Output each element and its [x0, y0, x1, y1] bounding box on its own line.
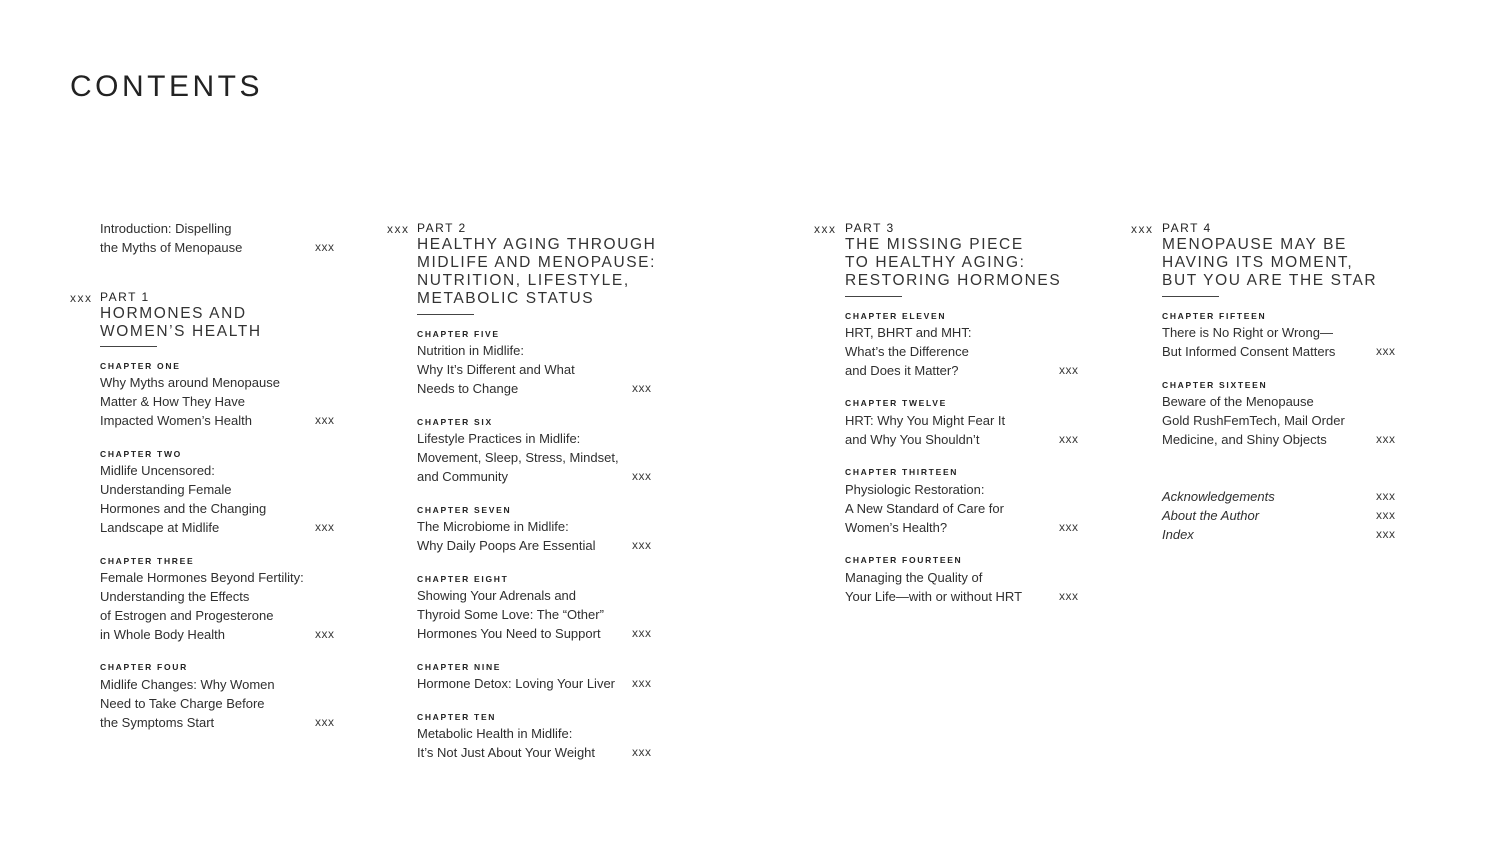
toc-entry-chapter-five[interactable]	[417, 341, 575, 398]
chapter-label: CHAPTER THIRTEEN	[845, 467, 959, 477]
page-number: xxx	[1059, 432, 1079, 446]
entry-line: Physiologic Restoration:	[845, 482, 985, 497]
toc-entry-chapter-twelve[interactable]	[845, 411, 1005, 449]
entry-line: and Why You Shouldn’t	[845, 432, 980, 447]
entry-line: Your Life—with or without HRT	[845, 589, 1023, 604]
entry-line: What’s the Difference	[845, 344, 969, 359]
page-number: xxx	[632, 538, 652, 552]
entry-line: Introduction: Dispelling	[100, 221, 232, 236]
part-title[interactable]	[100, 305, 262, 341]
toc-entry-acknowledgements[interactable]: Acknowledgements	[1162, 489, 1275, 504]
page-number: xxx	[315, 627, 335, 641]
part-title-line: HAVING ITS MOMENT,	[1162, 254, 1354, 271]
toc-entry-about-the-author[interactable]: About the Author	[1162, 508, 1260, 523]
page-number: xxx	[1059, 589, 1079, 603]
part-page-number: xxx	[814, 222, 837, 236]
toc-entry-index[interactable]: Index	[1162, 527, 1194, 542]
part-label: PART 1	[100, 290, 150, 304]
divider-rule	[417, 314, 474, 315]
chapter-label: CHAPTER FOURTEEN	[845, 555, 963, 565]
page-number: xxx	[1059, 363, 1079, 377]
entry-line: It’s Not Just About Your Weight	[417, 745, 596, 760]
part-page-number: xxx	[1131, 222, 1154, 236]
entry-line: Midlife Uncensored:	[100, 463, 215, 478]
page-number: xxx	[315, 413, 335, 427]
part-title[interactable]	[1162, 236, 1377, 290]
part-title-line: TO HEALTHY AGING:	[845, 254, 1026, 271]
part-page-number: xxx	[387, 222, 410, 236]
entry-line: Why Daily Poops Are Essential	[417, 538, 596, 553]
part-title-line: BUT YOU ARE THE STAR	[1162, 272, 1378, 289]
part-title-line: HORMONES AND	[100, 305, 247, 322]
entry-line: Showing Your Adrenals and	[417, 588, 577, 603]
chapter-label: CHAPTER NINE	[417, 662, 502, 672]
part-label: PART 4	[1162, 221, 1212, 235]
entry-line: Hormones and the Changing	[100, 501, 267, 516]
toc-entry-chapter-fourteen[interactable]	[845, 568, 1022, 606]
entry-line: Hormone Detox: Loving Your Liver	[417, 676, 616, 691]
page-number: xxx	[1376, 489, 1396, 503]
entry-line: Midlife Changes: Why Women	[100, 677, 275, 692]
page-number: xxx	[1376, 508, 1396, 522]
chapter-label: CHAPTER ONE	[100, 361, 181, 371]
entry-line: and Community	[417, 469, 509, 484]
page-number: xxx	[315, 240, 335, 254]
entry-line: HRT, BHRT and MHT:	[845, 325, 972, 340]
page-number: xxx	[632, 626, 652, 640]
entry-line: But Informed Consent Matters	[1162, 344, 1336, 359]
part-label: PART 2	[417, 221, 467, 235]
page-number: xxx	[1376, 344, 1396, 358]
page-title: CONTENTS	[70, 70, 263, 103]
part-title-line: HEALTHY AGING THROUGH	[417, 236, 657, 253]
page-number: xxx	[315, 520, 335, 534]
entry-line: HRT: Why You Might Fear It	[845, 413, 1006, 428]
toc-entry-chapter-two[interactable]	[100, 461, 266, 537]
part-title[interactable]	[845, 236, 1061, 290]
part-title-line: METABOLIC STATUS	[417, 290, 595, 307]
chapter-label: CHAPTER TWELVE	[845, 398, 948, 408]
page-number: xxx	[632, 469, 652, 483]
entry-line: Managing the Quality of	[845, 570, 983, 585]
chapter-label: CHAPTER TEN	[417, 712, 497, 722]
entry-line: the Myths of Menopause	[100, 240, 243, 255]
divider-rule	[100, 346, 157, 347]
entry-line: Understanding Female	[100, 482, 232, 497]
entry-line: Gold RushFemTech, Mail Order	[1162, 413, 1345, 428]
entry-line: Women’s Health?	[845, 520, 948, 535]
entry-line: Female Hormones Beyond Fertility:	[100, 570, 304, 585]
entry-line: Lifestyle Practices in Midlife:	[417, 431, 581, 446]
part-title[interactable]	[417, 236, 656, 308]
entry-line: Why Myths around Menopause	[100, 375, 280, 390]
entry-line: Matter & How They Have	[100, 394, 245, 409]
entry-line: Landscape at Midlife	[100, 520, 220, 535]
entry-line: Why It’s Different and What	[417, 362, 575, 377]
entry-line: in Whole Body Health	[100, 627, 226, 642]
toc-entry-chapter-four[interactable]	[100, 675, 275, 732]
toc-entry-chapter-one[interactable]	[100, 373, 280, 430]
chapter-label: CHAPTER FOUR	[100, 662, 188, 672]
toc-entry-chapter-nine[interactable]	[417, 674, 615, 693]
divider-rule	[845, 296, 902, 297]
page-number: xxx	[1376, 432, 1396, 446]
entry-line: Hormones You Need to Support	[417, 626, 601, 641]
chapter-label: CHAPTER TWO	[100, 449, 182, 459]
part-title-line: THE MISSING PIECE	[845, 236, 1024, 253]
part-page-number: xxx	[70, 291, 93, 305]
entry-line: Medicine, and Shiny Objects	[1162, 432, 1327, 447]
toc-entry-chapter-eleven[interactable]	[845, 323, 971, 380]
toc-entry-chapter-sixteen[interactable]	[1162, 392, 1345, 449]
entry-line: Movement, Sleep, Stress, Mindset,	[417, 450, 619, 465]
toc-entry-chapter-thirteen[interactable]	[845, 480, 1004, 537]
page-number: xxx	[315, 715, 335, 729]
entry-line: Understanding the Effects	[100, 589, 250, 604]
entry-line: Need to Take Charge Before	[100, 696, 265, 711]
entry-line: The Microbiome in Midlife:	[417, 519, 569, 534]
chapter-label: CHAPTER EIGHT	[417, 574, 509, 584]
entry-line: There is No Right or Wrong—	[1162, 325, 1333, 340]
toc-entry-chapter-seven[interactable]	[417, 517, 595, 555]
toc-entry-chapter-eight[interactable]	[417, 586, 604, 643]
part-label: PART 3	[845, 221, 895, 235]
entry-line: A New Standard of Care for	[845, 501, 1004, 516]
chapter-label: CHAPTER FIFTEEN	[1162, 311, 1267, 321]
entry-line: Nutrition in Midlife:	[417, 343, 524, 358]
entry-line: Impacted Women’s Health	[100, 413, 252, 428]
entry-line: Beware of the Menopause	[1162, 394, 1314, 409]
page-number: xxx	[1059, 520, 1079, 534]
chapter-label: CHAPTER FIVE	[417, 329, 500, 339]
entry-line: Metabolic Health in Midlife:	[417, 726, 573, 741]
page-number: xxx	[632, 381, 652, 395]
part-title-line: NUTRITION, LIFESTYLE,	[417, 272, 630, 289]
part-title-line: WOMEN’S HEALTH	[100, 323, 262, 340]
part-title-line: MENOPAUSE MAY BE	[1162, 236, 1347, 253]
toc-entry-chapter-fifteen[interactable]	[1162, 323, 1335, 361]
chapter-label: CHAPTER SIXTEEN	[1162, 380, 1268, 390]
toc-entry-introduction[interactable]	[100, 219, 242, 257]
toc-entry-chapter-six[interactable]	[417, 429, 619, 486]
divider-rule	[1162, 296, 1219, 297]
page-number: xxx	[632, 745, 652, 759]
entry-line: the Symptoms Start	[100, 715, 215, 730]
page-number: xxx	[632, 676, 652, 690]
entry-line: of Estrogen and Progesterone	[100, 608, 274, 623]
chapter-label: CHAPTER SEVEN	[417, 505, 512, 515]
entry-line: and Does it Matter?	[845, 363, 959, 378]
toc-entry-chapter-ten[interactable]	[417, 724, 595, 762]
page-number: xxx	[1376, 527, 1396, 541]
entry-line: Needs to Change	[417, 381, 519, 396]
toc-entry-chapter-three[interactable]	[100, 568, 304, 644]
part-title-line: MIDLIFE AND MENOPAUSE:	[417, 254, 657, 271]
chapter-label: CHAPTER SIX	[417, 417, 493, 427]
chapter-label: CHAPTER ELEVEN	[845, 311, 947, 321]
entry-line: Thyroid Some Love: The “Other”	[417, 607, 604, 622]
part-title-line: RESTORING HORMONES	[845, 272, 1062, 289]
chapter-label: CHAPTER THREE	[100, 556, 195, 566]
